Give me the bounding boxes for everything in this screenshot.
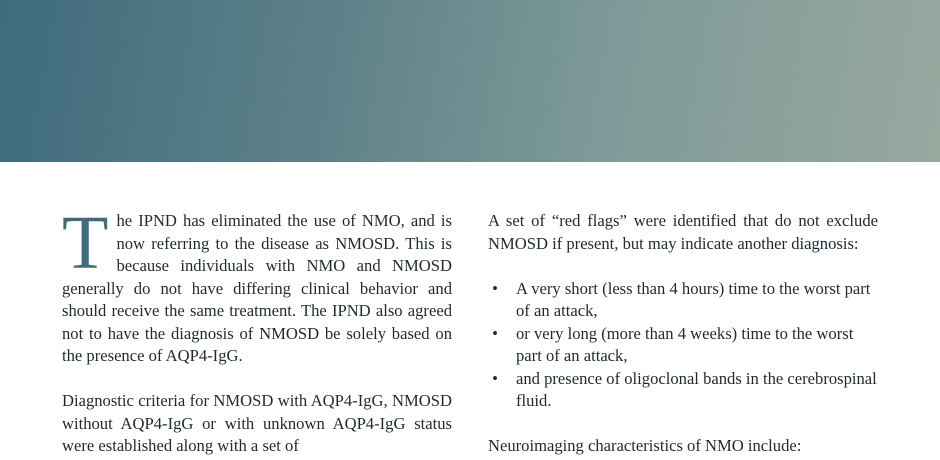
red-flags-intro: A set of “red flags” were identified that do not exclude NMOSD if present, but may indicate another diagnosis: bbox=[488, 211, 878, 253]
intro-paragraph-text: he IPND has eliminated the use of NMO, and is now referring to the disease as NMOSD. This is because individuals with NMO and NMOSD generally do not have differing clinical behavior and should receive the same treatment. The IPND also agreed not to have the diagnosis of NMOSD be solely based on the presence of AQP4-IgG. bbox=[62, 211, 452, 365]
header-banner bbox=[0, 0, 940, 162]
drop-cap: T bbox=[62, 201, 109, 285]
list-item: • and presence of oligoclonal bands in the cerebrospinal fluid. bbox=[488, 368, 878, 413]
red-flags-list bbox=[488, 278, 878, 413]
neuroimaging-heading: Neuroimaging characteristics of NMO include: bbox=[488, 436, 802, 455]
bullet-icon: • bbox=[492, 278, 498, 298]
bullet-icon: • bbox=[492, 368, 498, 388]
left-column bbox=[62, 201, 452, 458]
right-column bbox=[488, 210, 878, 458]
bullet-icon: • bbox=[492, 323, 498, 343]
list-item: • A very short (less than 4 hours) time to the worst part of an attack, bbox=[488, 278, 878, 323]
diagnostic-criteria-paragraph: Diagnostic criteria for NMOSD with AQP4-IgG, NMOSD without AQP4-IgG or with unknown AQP4-IgG status were established along with a set of bbox=[62, 391, 452, 455]
list-item: • or very long (more than 4 weeks) time to the worst part of an attack, bbox=[488, 323, 878, 368]
intro-paragraph bbox=[62, 201, 452, 368]
